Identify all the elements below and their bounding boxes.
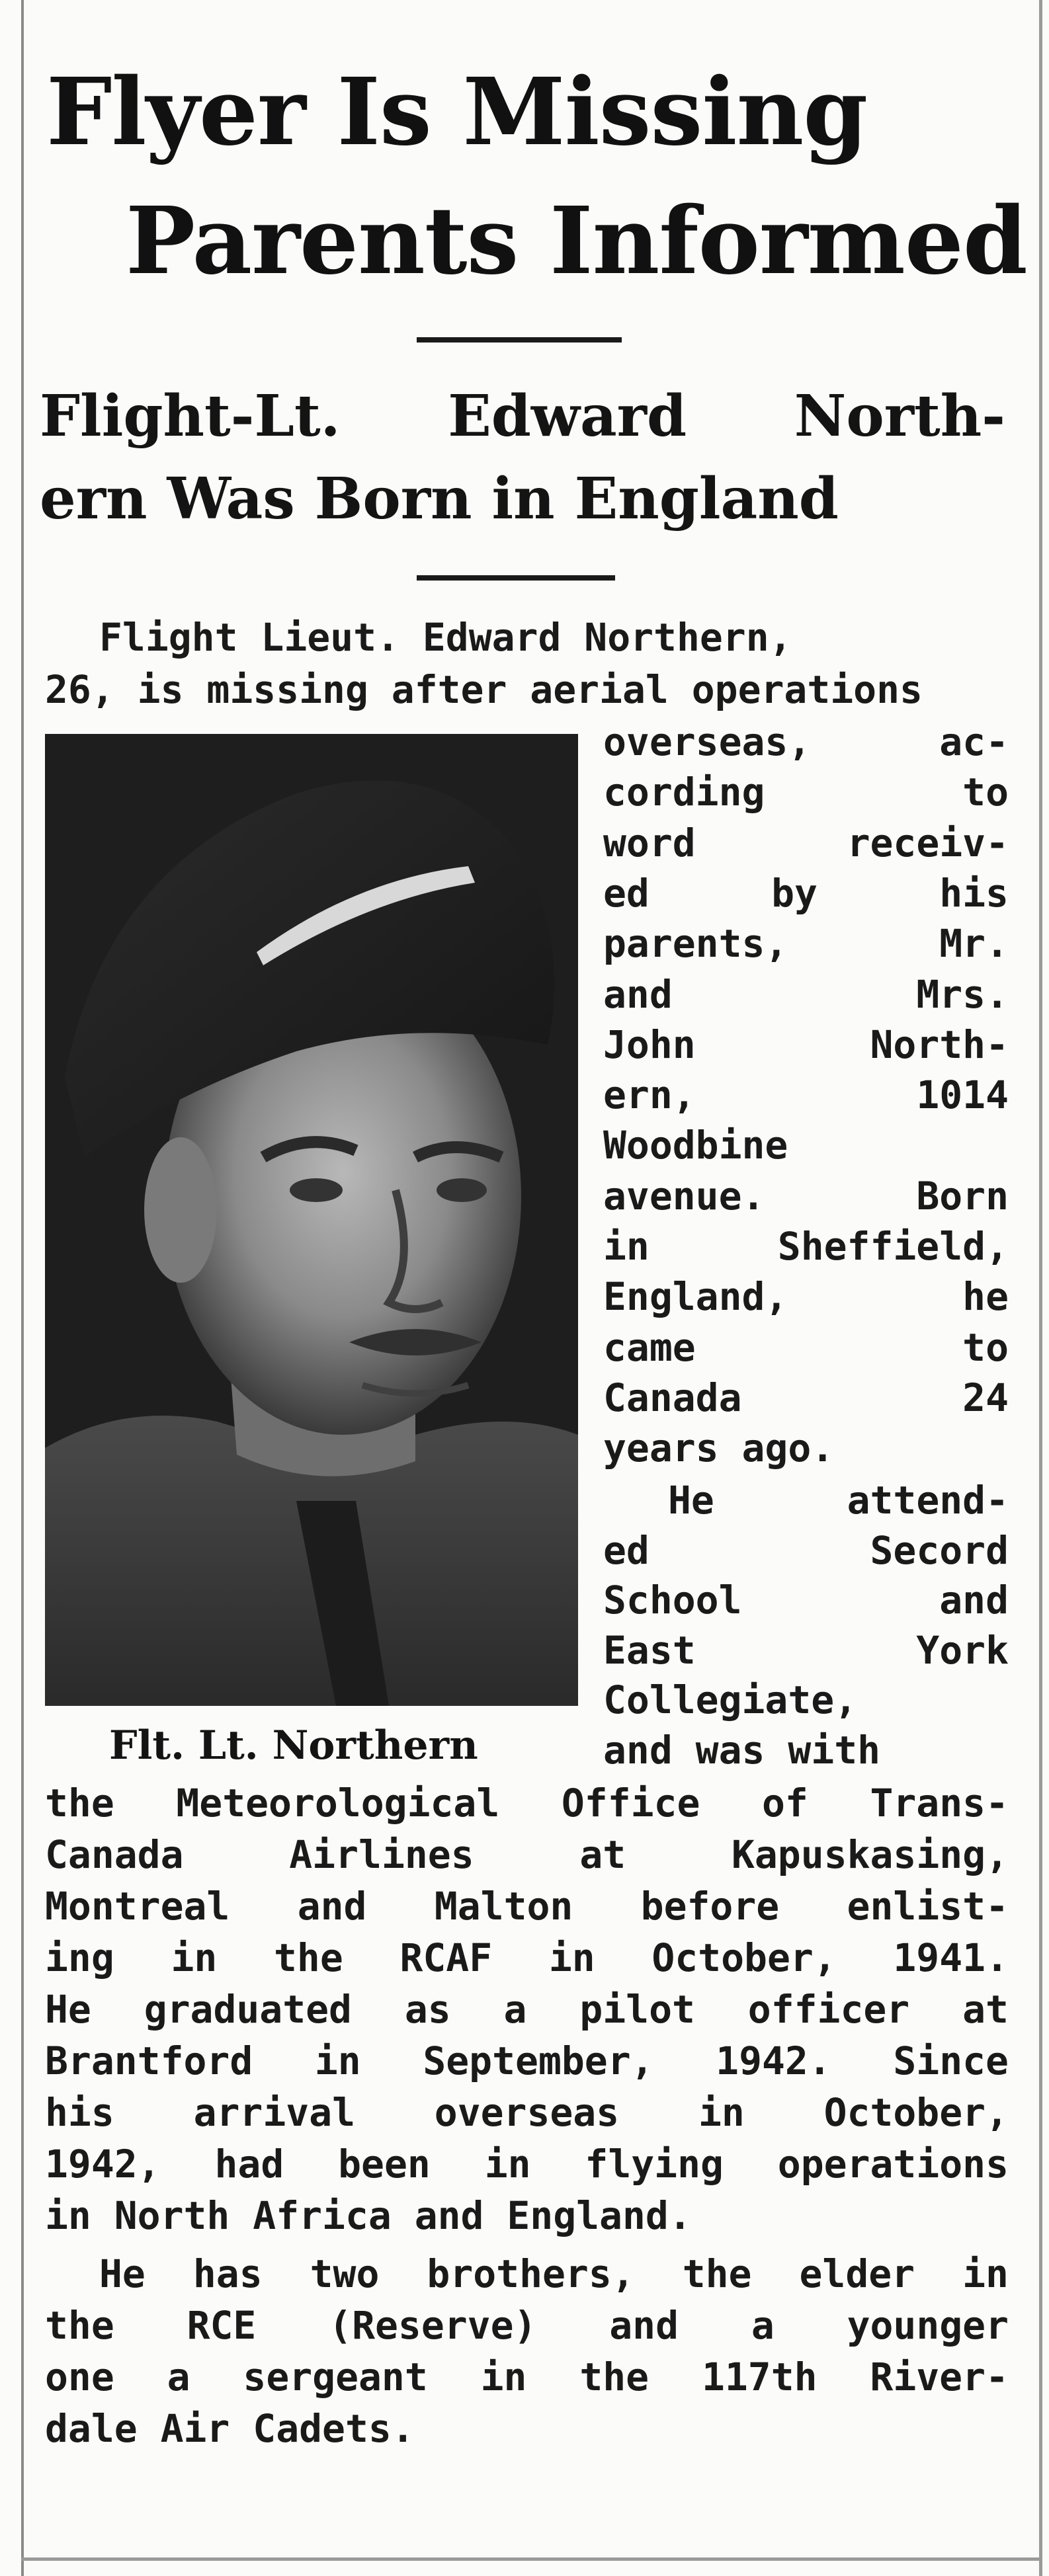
word: has — [192, 2251, 263, 2296]
word: Born — [916, 1173, 1009, 1219]
word: arrival — [193, 2090, 355, 2135]
word: a — [503, 1987, 527, 2032]
text-run: Woodbine — [603, 1123, 788, 1168]
article-line — [45, 2300, 1009, 2352]
word: He — [668, 1478, 714, 1523]
article-line — [45, 2403, 1009, 2455]
text-run: Collegiate, — [603, 1677, 858, 1722]
article-line — [603, 1422, 1009, 1474]
word: in — [314, 2038, 361, 2083]
word: England, — [603, 1274, 788, 1320]
word: and — [609, 2303, 679, 2348]
article-line — [603, 1674, 1009, 1726]
word: 1941. — [893, 1935, 1009, 1980]
article-line — [603, 1574, 1009, 1627]
word: 1942, — [45, 2142, 161, 2187]
article-line — [45, 2087, 1009, 2139]
word: at — [579, 1832, 626, 1877]
word: before — [640, 1884, 780, 1929]
text-run: 26, is missing after aerial operations — [45, 667, 923, 712]
word: RCE — [187, 2303, 257, 2348]
word: the — [45, 2303, 114, 2348]
word: 1942. — [716, 2038, 831, 2083]
word: a — [751, 2303, 775, 2348]
word: overseas — [434, 2090, 620, 2135]
word: parents, — [603, 921, 788, 967]
word: the — [45, 1781, 114, 1826]
word: John — [603, 1022, 696, 1067]
word: East — [603, 1627, 696, 1673]
article-line — [45, 2138, 1009, 2191]
word: Canada — [603, 1375, 742, 1420]
word: ac- — [939, 719, 1009, 764]
word: two — [310, 2251, 380, 2296]
word: operations — [777, 2142, 1009, 2187]
bottom-rule — [21, 2557, 1042, 2561]
word: the — [579, 2355, 650, 2399]
word: he — [962, 1274, 1009, 1320]
article-line — [603, 1019, 1009, 1071]
word: came — [603, 1324, 696, 1370]
word: and — [939, 1578, 1009, 1623]
word: overseas, — [603, 719, 812, 764]
word: cording — [603, 770, 765, 815]
article-line — [45, 1777, 1009, 1830]
article-line — [603, 1170, 1009, 1223]
article-line — [45, 2035, 1009, 2087]
article-line — [603, 1322, 1009, 1374]
headline-line-2: Parents Informed — [126, 187, 1027, 296]
article-line — [603, 1525, 1009, 1577]
word: word — [603, 820, 696, 865]
word: younger — [847, 2303, 1009, 2348]
word: a — [167, 2355, 190, 2399]
text-run: and was with — [603, 1727, 881, 1773]
article-line — [603, 766, 1009, 819]
article-line — [603, 969, 1009, 1021]
subheadline-divider — [417, 575, 615, 581]
word: Canada — [45, 1832, 184, 1877]
word: flying — [585, 2142, 724, 2187]
word: in — [480, 2355, 527, 2399]
subheadline-word: North- — [794, 383, 1005, 450]
word: Mr. — [939, 921, 1009, 967]
word: 117th — [701, 2355, 818, 2399]
article-line — [99, 612, 1009, 664]
word: He — [45, 1987, 91, 2032]
subheadline-line-2: ern Was Born in England — [40, 465, 839, 532]
article-line — [45, 1880, 1009, 1933]
word: ed — [603, 1527, 650, 1573]
word: Malton — [434, 1884, 573, 1929]
subheadline-word: Edward — [448, 383, 687, 450]
left-column-rule — [21, 0, 24, 2576]
right-column-rule — [1039, 0, 1042, 2576]
word: brothers, — [427, 2251, 635, 2296]
word: and — [603, 971, 673, 1017]
article-line — [45, 664, 1009, 716]
portrait-image — [45, 734, 578, 1706]
photo-caption: Flt. Lt. Northern — [109, 1722, 478, 1769]
text-run: Flight Lieut. Edward Northern, — [99, 615, 792, 660]
word: River- — [870, 2355, 1009, 2399]
word: his — [939, 870, 1009, 916]
text-run: in North Africa and England. — [45, 2193, 692, 2238]
article-line — [603, 1625, 1009, 1677]
word: pilot — [579, 1987, 695, 2032]
word: at — [962, 1987, 1009, 2032]
word: attend- — [847, 1478, 1009, 1523]
word: elder — [799, 2251, 915, 2296]
word: in — [484, 2142, 531, 2187]
word: the — [273, 1935, 343, 1980]
word: officer — [747, 1987, 910, 2032]
article-line — [603, 1372, 1009, 1424]
article-line — [45, 1932, 1009, 1984]
word: October, — [651, 1935, 837, 1980]
word: Secord — [870, 1527, 1009, 1573]
word: 1014 — [916, 1072, 1009, 1118]
word: avenue. — [603, 1173, 765, 1219]
headline-divider — [417, 337, 622, 342]
article-line — [603, 716, 1009, 768]
article-line — [603, 817, 1009, 869]
word: enlist- — [847, 1884, 1009, 1929]
word: Trans- — [870, 1781, 1009, 1826]
word: of — [761, 1781, 808, 1826]
article-line — [45, 1984, 1009, 2036]
word: been — [338, 2142, 431, 2187]
article-line — [603, 867, 1009, 920]
portrait-photo — [45, 734, 578, 1706]
word: in — [698, 2090, 745, 2135]
word: RCAF — [399, 1935, 493, 1980]
article-line — [603, 1069, 1009, 1121]
article-line — [603, 1724, 1009, 1777]
word: 24 — [962, 1375, 1009, 1420]
word: (Reserve) — [329, 2303, 537, 2348]
article-line — [45, 1829, 1009, 1881]
word: September, — [423, 2038, 654, 2083]
article-line — [45, 2351, 1009, 2403]
word: as — [404, 1987, 451, 2032]
text-run: dale Air Cadets. — [45, 2406, 415, 2451]
word: Mrs. — [916, 971, 1009, 1017]
subheadline-line-1 — [40, 383, 1005, 450]
word: School — [603, 1578, 742, 1623]
word: to — [962, 770, 1009, 815]
word: his — [45, 2090, 114, 2135]
article-line — [668, 1474, 1009, 1527]
article-line — [603, 1221, 1009, 1273]
word: in — [962, 2251, 1009, 2296]
word: October, — [823, 2090, 1009, 2135]
word: ing — [45, 1935, 114, 1980]
word: Kapuskasing, — [731, 1832, 1009, 1877]
word: sergeant — [243, 2355, 428, 2399]
word: in — [171, 1935, 218, 1980]
word: one — [45, 2355, 114, 2399]
article-line — [603, 918, 1009, 970]
word: and — [297, 1884, 367, 1929]
word: by — [771, 870, 818, 916]
word: had — [214, 2142, 284, 2187]
word: Office — [561, 1781, 700, 1826]
word: to — [962, 1324, 1009, 1370]
article-line — [99, 2248, 1009, 2300]
word: Since — [893, 2038, 1009, 2083]
article-line — [45, 2190, 1009, 2242]
word: ed — [603, 870, 650, 916]
word: Airlines — [289, 1832, 474, 1877]
word: ern, — [603, 1072, 696, 1118]
text-run: years ago. — [603, 1426, 835, 1471]
word: He — [99, 2251, 146, 2296]
word: graduated — [144, 1987, 352, 2032]
word: Montreal — [45, 1884, 230, 1929]
word: York — [916, 1627, 1009, 1673]
word: Sheffield, — [777, 1224, 1009, 1269]
word: receiv- — [847, 820, 1009, 865]
headline-line-1: Flyer Is Missing — [46, 58, 868, 167]
article-line — [603, 1119, 1009, 1172]
word: the — [682, 2251, 752, 2296]
word: in — [548, 1935, 595, 1980]
subheadline-word: Flight-Lt. — [40, 383, 341, 450]
word: in — [603, 1224, 650, 1269]
word: Meteorological — [176, 1781, 500, 1826]
article-line — [603, 1271, 1009, 1323]
word: Brantford — [45, 2038, 253, 2083]
word: North- — [870, 1022, 1009, 1067]
